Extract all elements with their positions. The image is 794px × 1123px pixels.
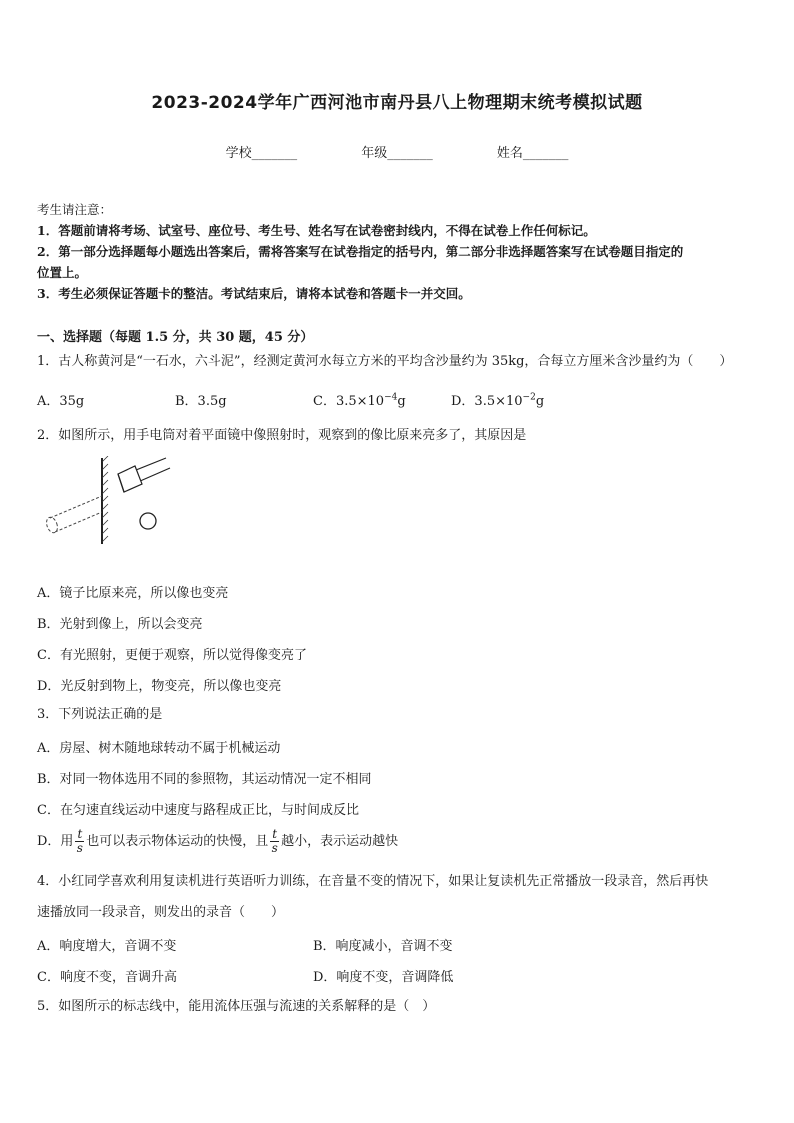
q2-option-c: C．有光照射，更便于观察，所以觉得像变亮了 (37, 648, 307, 663)
q1-option-d-value: D．3.5×10 (451, 394, 523, 409)
q1-option-d-exponent: −2 (522, 392, 536, 403)
notice-item: 2．第一部分选择题每小题选出答案后，需将答案写在试卷指定的括号内，第二部分非选择题答案写在试卷题目指定的 (37, 244, 684, 259)
q2-option-a: A．镜子比原来亮，所以像也变亮 (37, 586, 229, 601)
notice-title: 考生请注意： (37, 202, 113, 217)
q3-d-part1: D．用 (37, 834, 74, 849)
object-circle (140, 513, 156, 529)
flashlight-image (45, 496, 102, 534)
fraction-numerator: t (77, 827, 83, 841)
q3-d-part3: 越小，表示运动越快 (281, 834, 399, 849)
question-1-stem: 1．古人称黄河是“一石水，六斗泥”，经测定黄河水每立方米的平均含沙量约为 35kg，合每立方厘米含沙量约为（ ） (37, 354, 733, 369)
q3-option-d (37, 828, 398, 855)
student-info-line (0, 142, 794, 161)
notice-item: 位置上。 (37, 265, 88, 280)
q1-option-d (451, 390, 544, 409)
q1-option-a: A．35g (37, 394, 85, 409)
section-heading: 一、选择题（每题 1.5 分，共 30 题，45 分） (37, 330, 314, 345)
q1-option-c-value: C．3.5×10 (313, 394, 385, 409)
q2-option-d: D．光反射到物上，物变亮，所以像也变亮 (37, 679, 282, 694)
q1-option-b: B．3.5g (175, 394, 227, 409)
question-3-stem: 3．下列说法正确的是 (37, 707, 163, 722)
name-field: 姓名_______ (496, 146, 569, 161)
fraction-denominator: s (271, 841, 278, 855)
q1-option-c-exponent: −4 (384, 392, 398, 403)
q4-option-b: B．响度减小，音调不变 (313, 939, 453, 954)
q2-option-b: B．光射到像上，所以会变亮 (37, 617, 203, 632)
notice-item: 3．考生必须保证答题卡的整洁。考试结束后，请将本试卷和答题卡一并交回。 (37, 286, 471, 301)
question-4-stem-line2: 速播放同一段录音，则发出的录音（ ） (37, 905, 285, 920)
question-2-stem: 2．如图所示，用手电筒对着平面镜中像照射时，观察到的像比原来亮多了，其原因是 (37, 428, 527, 443)
page-title: 2023-2024学年广西河池市南丹县八上物理期末统考模拟试题 (151, 93, 643, 113)
fraction-t-over-s (270, 828, 279, 855)
notice-block (37, 199, 759, 304)
q4-option-d: D．响度不变，音调降低 (313, 970, 454, 985)
question-4-stem (37, 871, 759, 924)
flashlight-mirror-figure (38, 456, 178, 548)
q3-option-c: C．在匀速直线运动中速度与路程成正比，与时间成反比 (37, 803, 359, 818)
q4-option-c: C．响度不变，音调升高 (37, 970, 177, 985)
q1-option-c (313, 390, 406, 409)
question-4-stem-line1: 4．小红同学喜欢利用复读机进行英语听力训练，在音量不变的情况下，如果让复读机先正常播放一段录音，然后再快 (37, 874, 709, 889)
fraction-numerator: t (272, 827, 278, 841)
q3-d-part2: 也可以表示物体运动的快慢，且 (86, 834, 269, 849)
school-field: 学校_______ (225, 146, 298, 161)
q3-option-b: B．对同一物体选用不同的参照物，其运动情况一定不相同 (37, 772, 372, 787)
grade-field: 年级_______ (361, 146, 433, 161)
notice-item: 1．答题前请将考场、试室号、座位号、考生号、姓名写在试卷密封线内，不得在试卷上作任何标记。 (37, 223, 596, 238)
fraction-denominator: s (76, 841, 83, 855)
fraction-t-over-s (75, 828, 84, 855)
q1-option-d-unit: g (535, 394, 545, 409)
q3-option-a: A．房屋、树木随地球转动不属于机械运动 (37, 741, 281, 756)
q4-option-a: A．响度增大，音调不变 (37, 939, 177, 954)
flashlight-icon (118, 458, 170, 492)
question-5-stem: 5．如图所示的标志线中，能用流体压强与流速的关系解释的是（ ） (37, 999, 436, 1014)
q1-option-c-unit: g (397, 394, 406, 409)
